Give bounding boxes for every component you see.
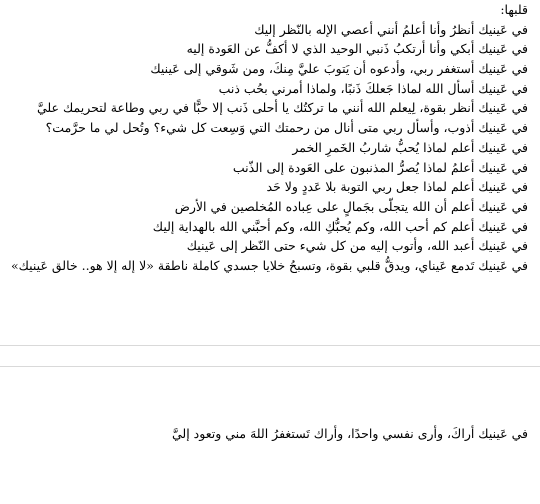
poem-line: في عَينيك تَدمع عَيناي، ويدقُّ قلبي بقوة، وتسبحُ خلايا جسدي كاملة ناطقة «لا إله إلا هو.. خالق عَينيك» [10,257,528,273]
poem-line: في عَينيك أعلمُ لماذا يُصرُّ المذنبون على العَودة إلى الذّنب [232,159,528,175]
poem-line: في عَينيك أعلم لماذا جعل ربي التوبة بلا عَددٍ ولا حَد [266,179,528,195]
poem-line: في عَينيك أنظر بقوة، لِيعلم الله أنني ما تركتُك يا أحلى ذَنب إلا حبًّا في ربي وطاعة لتحريمك عليَّ [37,100,528,116]
second-page-text [8,424,528,444]
poem-line: في عَينيك أسأل الله لماذا جَعلكَ ذَنبًا، ولماذا أمرني بحُب ذنب [218,80,528,96]
poem-line: في عَينيك أعلم لماذا يُحبُّ شاربُ الخَمرِ الخمر [292,139,528,155]
poem-line: في عَينيك أعلم أن الله يتجلّى بجَمالٍ على عِباده المُخلصين في الأرض [174,198,528,214]
poem-line: في عَينيك أبكي وأنا أرتكبُ ذَنبي الوحيد الذي لا أكفُّ عن العَودة إليه [186,41,528,57]
poem-line: في عَينيك أراكَ، وأرى نفسي واحدًا، وأراك تَستغفرُ اللهَ مني وتعود إليَّ [172,426,528,441]
poem-heading: قلبها: [500,2,528,17]
poem-block [8,0,528,276]
poem-line: في عَينيك أعبد الله، وأتوب إليه من كل شيء حتى النّظر إلى عَينيك [186,238,528,254]
page-break-gap [0,345,540,367]
poem-line: في عَينيك أعلم كم أحب الله، وكم يُحبُّكِ الله، وكم أحبَّني الله بالهداية إليك [152,218,528,234]
poem-line: في عَينيك أنظرُ وأنا أعلمُ أنني أعصي الإله بالنّظر إليك [254,21,528,37]
poem-line: في عَينيك أذوب، وأسأل ربي متى أنال من رحمتك التي وَسِعت كل شيء؟ وتُحل لي ما حرَّمت؟ [45,120,528,136]
poem-line: في عَينيك أستغفر ربي، وأدعوه أن يَتوبَ عليَّ مِنكَ، ومن شَوقي إلى عَينيك [150,61,528,77]
